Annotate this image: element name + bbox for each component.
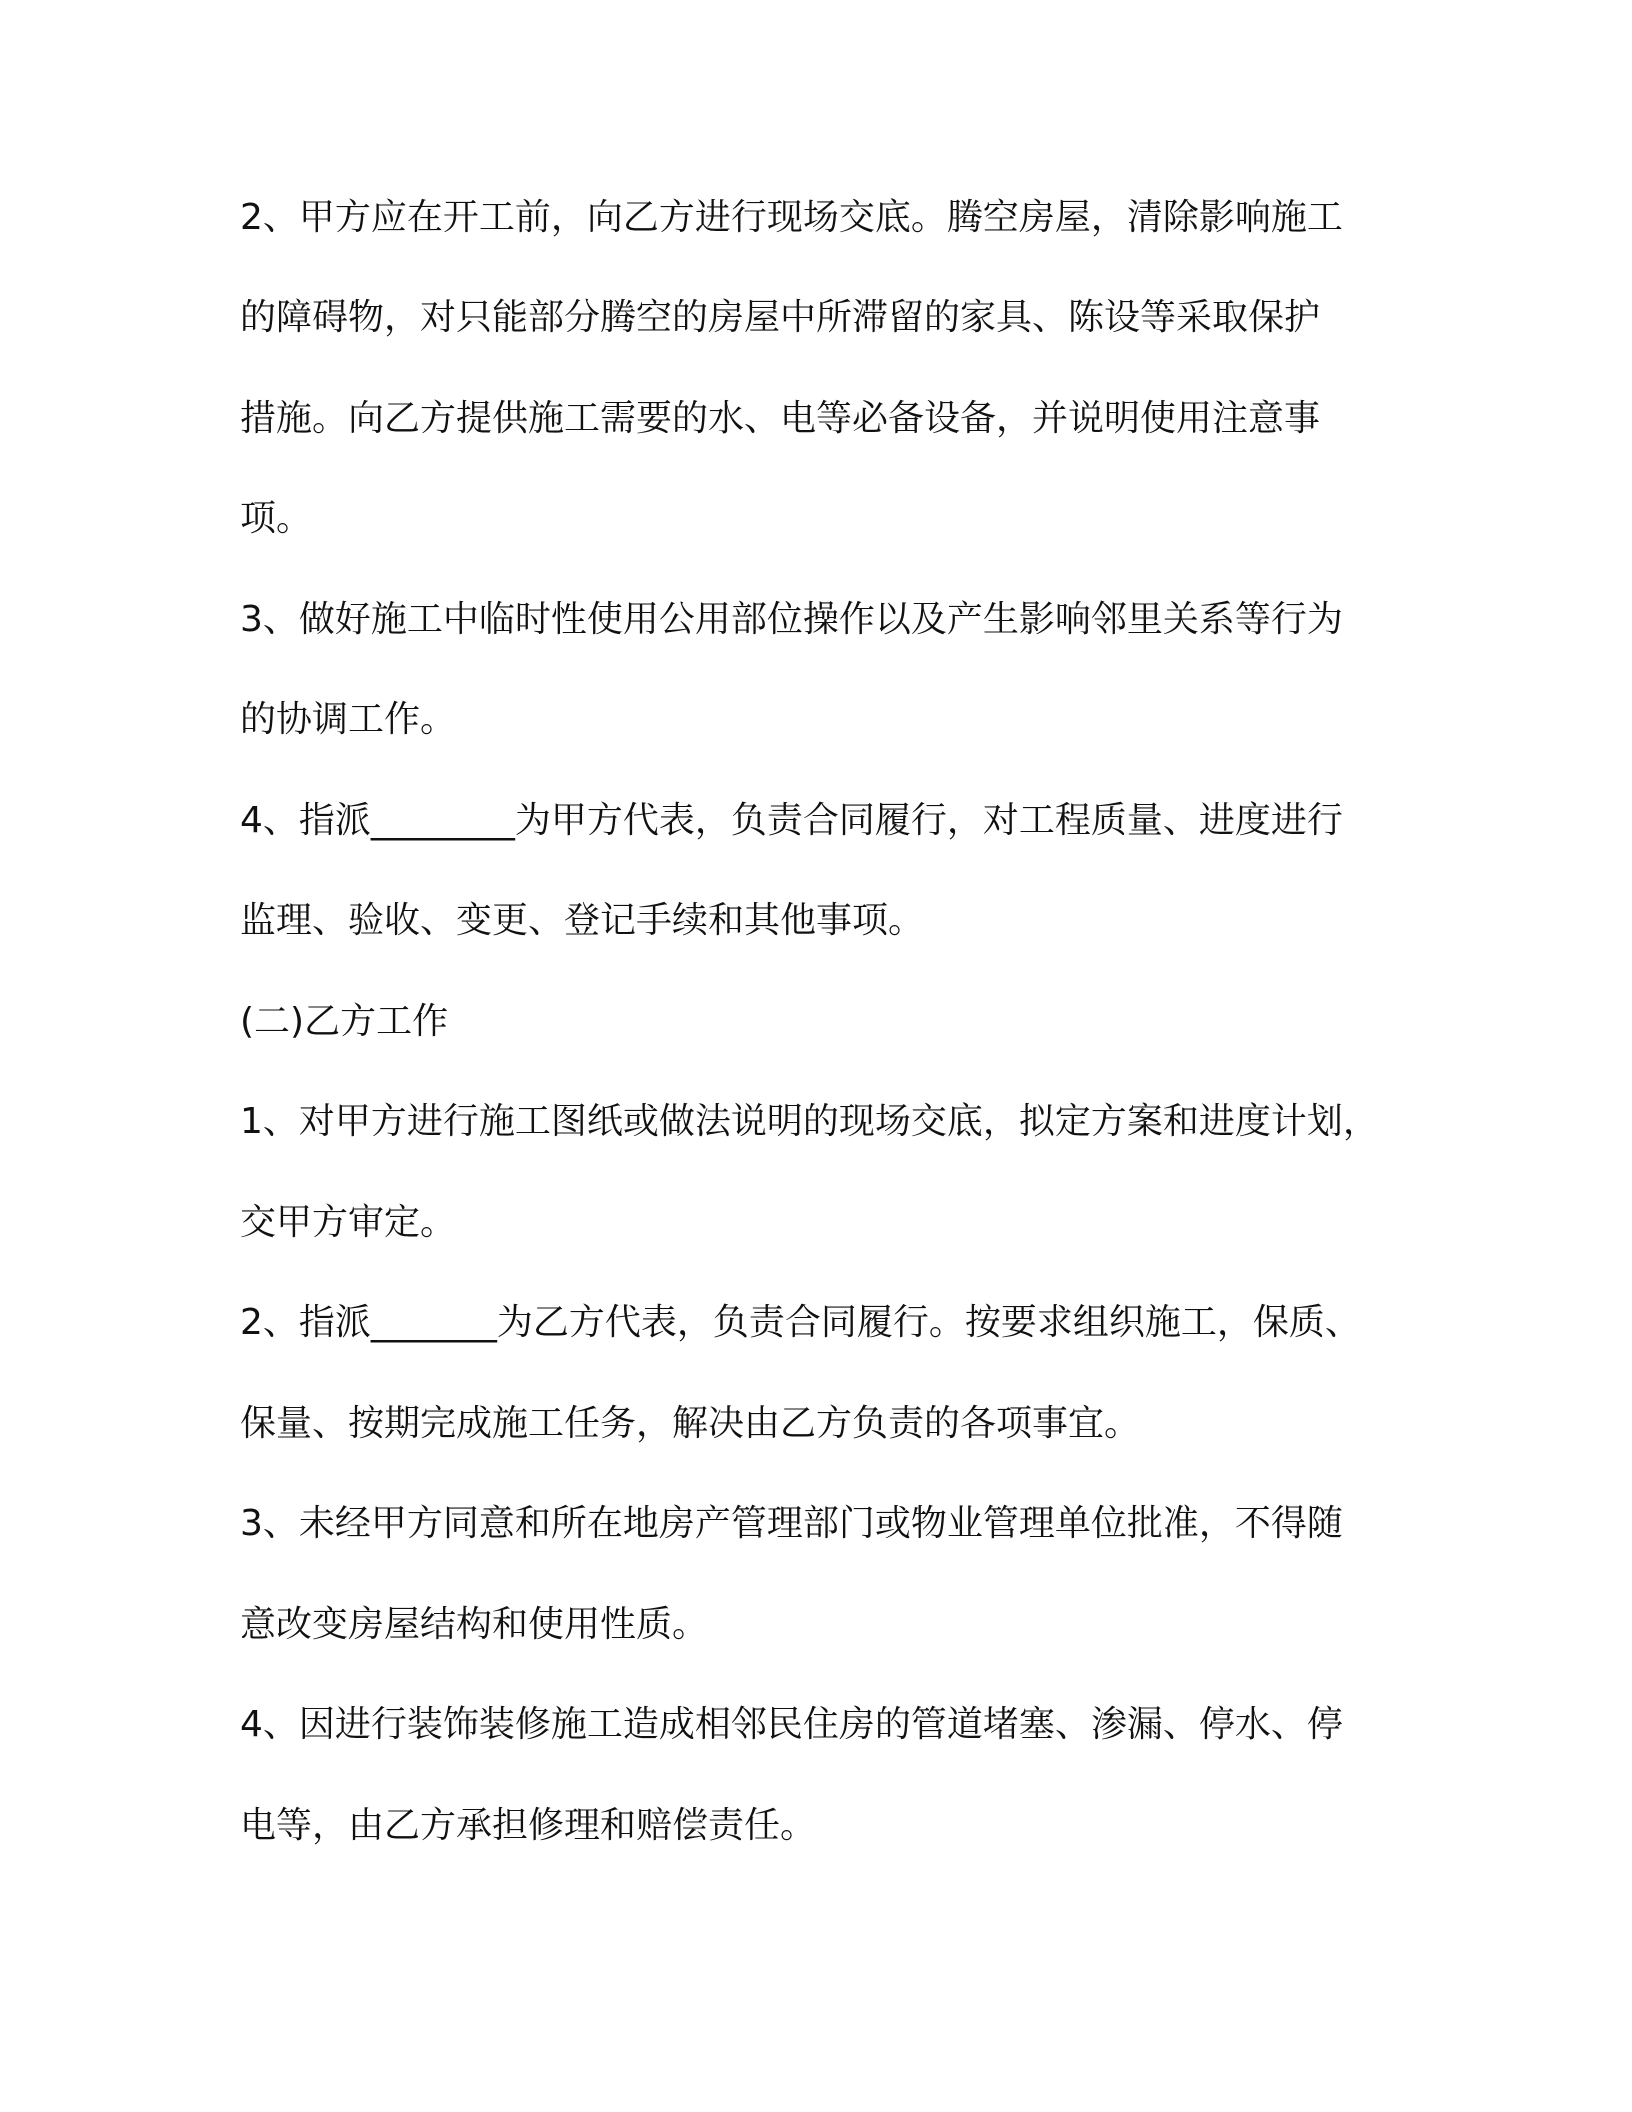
text-line: 的协调工作。 — [240, 699, 457, 740]
text-line: 1、对甲方进行施工图纸或做法说明的现场交底，拟定方案和进度计划， — [240, 1101, 1379, 1142]
text-line: 2、甲方应在开工前，向乙方进行现场交底。腾空房屋，清除影响施工 — [240, 197, 1343, 238]
text-line: 3、未经甲方同意和所在地房产管理部门或物业管理单位批准，不得随 — [240, 1503, 1343, 1544]
text-line: 意改变房屋结构和使用性质。 — [240, 1604, 709, 1645]
text-line: 措施。向乙方提供施工需要的水、电等必备设备，并说明使用注意事 — [240, 398, 1321, 439]
text-line: 保量、按期完成施工任务，解决由乙方负责的各项事宜。 — [240, 1403, 1141, 1444]
text-line: 监理、验收、变更、登记手续和其他事项。 — [240, 900, 925, 941]
text-line: 3、做好施工中临时性使用公用部位操作以及产生影响邻里关系等行为 — [240, 599, 1343, 640]
section-heading: (二)乙方工作 — [240, 1001, 449, 1042]
text-line: 交甲方审定。 — [240, 1202, 457, 1243]
text-line: 4、指派________为甲方代表，负责合同履行，对工程质量、进度进行 — [240, 800, 1343, 841]
text-line: 2、指派_______为乙方代表，负责合同履行。按要求组织施工，保质、 — [240, 1302, 1361, 1343]
text-line: 的障碍物，对只能部分腾空的房屋中所滞留的家具、陈设等采取保护 — [240, 297, 1321, 338]
text-line: 项。 — [240, 498, 313, 539]
text-line: 电等，由乙方承担修理和赔偿责任。 — [240, 1805, 817, 1846]
text-line: 4、因进行装饰装修施工造成相邻民住房的管道堵塞、渗漏、停水、停 — [240, 1704, 1343, 1745]
